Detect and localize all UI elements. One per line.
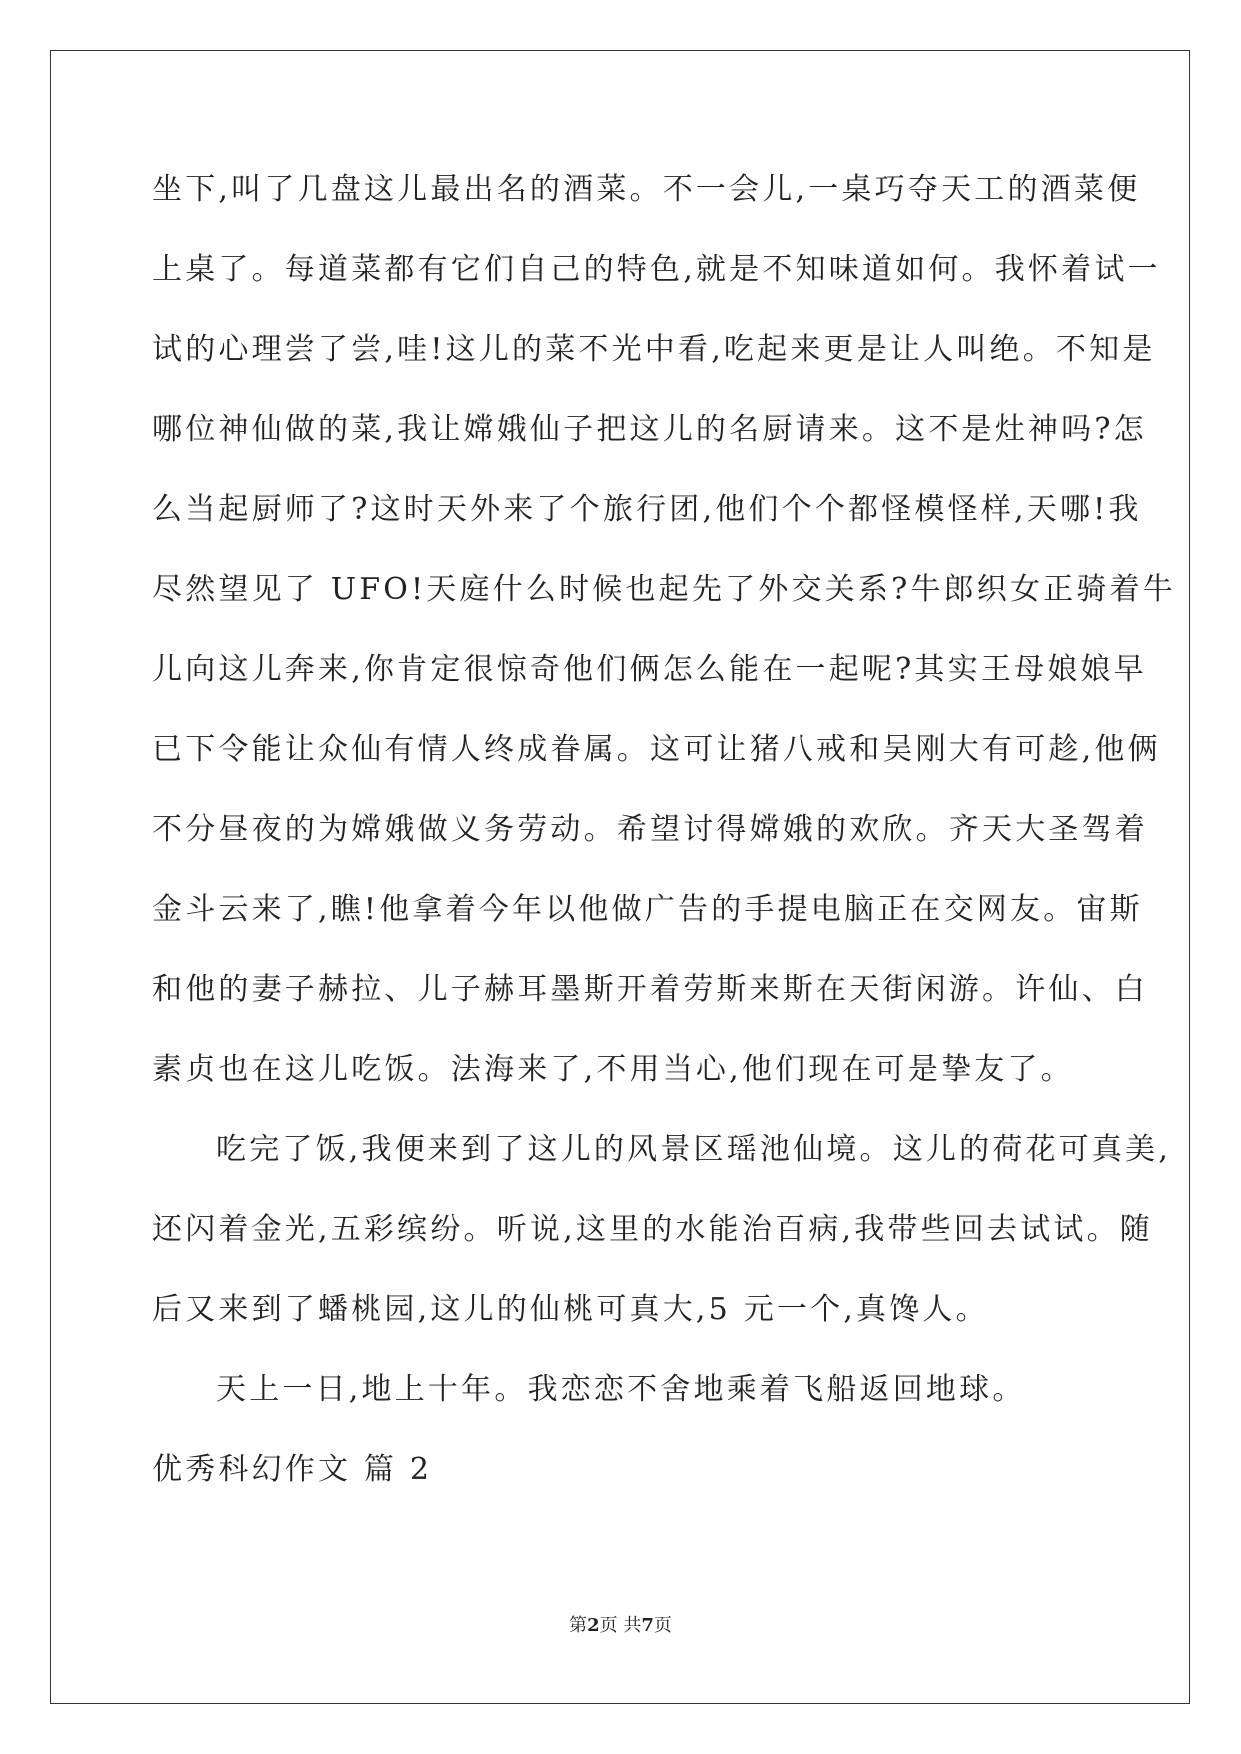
text-line: 已下令能让众仙有情人终成眷属。这可让猪八戒和吴刚大有可趁,他俩 — [152, 732, 1161, 767]
document-body — [152, 164, 1176, 1524]
section-heading: 优秀科幻作文 篇 2 — [152, 1452, 433, 1487]
paragraph-start-line: 吃完了饭,我便来到了这儿的风景区瑶池仙境。这儿的荷花可真美, — [216, 1132, 1172, 1167]
paragraph-start-line: 天上一日,地上十年。我恋恋不舍地乘着飞船返回地球。 — [216, 1372, 1026, 1407]
text-line: 不分昼夜的为嫦娥做义务劳动。希望讨得嫦娥的欢欣。齐天大圣驾着 — [152, 812, 1148, 847]
text-line: 哪位神仙做的菜,我让嫦娥仙子把这儿的名厨请来。这不是灶神吗?怎 — [152, 412, 1147, 447]
footer-prefix: 第 — [569, 1615, 588, 1636]
text-line: 尽然望见了 UFO!天庭什么时候也起先了外交关系?牛郎织女正骑着牛 — [152, 572, 1176, 607]
text-line: 坐下,叫了几盘这儿最出名的酒菜。不一会儿,一桌巧夺天工的酒菜便 — [152, 172, 1141, 207]
text-line: 素贞也在这儿吃饭。法海来了,不用当心,他们现在可是挚友了。 — [152, 1052, 1074, 1087]
text-line: 后又来到了蟠桃园,这儿的仙桃可真大,5 元一个,真馋人。 — [152, 1292, 989, 1327]
total-page-count: 7 — [641, 1615, 654, 1636]
text-line: 金斗云来了,瞧!他拿着今年以他做广告的手提电脑正在交网友。宙斯 — [152, 892, 1143, 927]
text-line: 还闪着金光,五彩缤纷。听说,这里的水能治百病,我带些回去试试。随 — [152, 1212, 1154, 1247]
text-line: 么当起厨师了?这时天外来了个旅行团,他们个个都怪模怪样,天哪!我 — [152, 492, 1142, 527]
footer-middle: 页 共 — [599, 1615, 642, 1636]
text-line: 上桌了。每道菜都有它们自己的特色,就是不知味道如何。我怀着试一 — [152, 252, 1161, 287]
text-line: 儿向这儿奔来,你肯定很惊奇他们俩怎么能在一起呢?其实王母娘娘早 — [152, 652, 1147, 687]
page-footer — [0, 1611, 1241, 1637]
current-page-number: 2 — [587, 1615, 600, 1636]
text-line: 试的心理尝了尝,哇!这儿的菜不光中看,吃起来更是让人叫绝。不知是 — [152, 332, 1156, 367]
footer-suffix: 页 — [653, 1615, 672, 1636]
text-line: 和他的妻子赫拉、儿子赫耳墨斯开着劳斯来斯在天街闲游。许仙、白 — [152, 972, 1148, 1007]
